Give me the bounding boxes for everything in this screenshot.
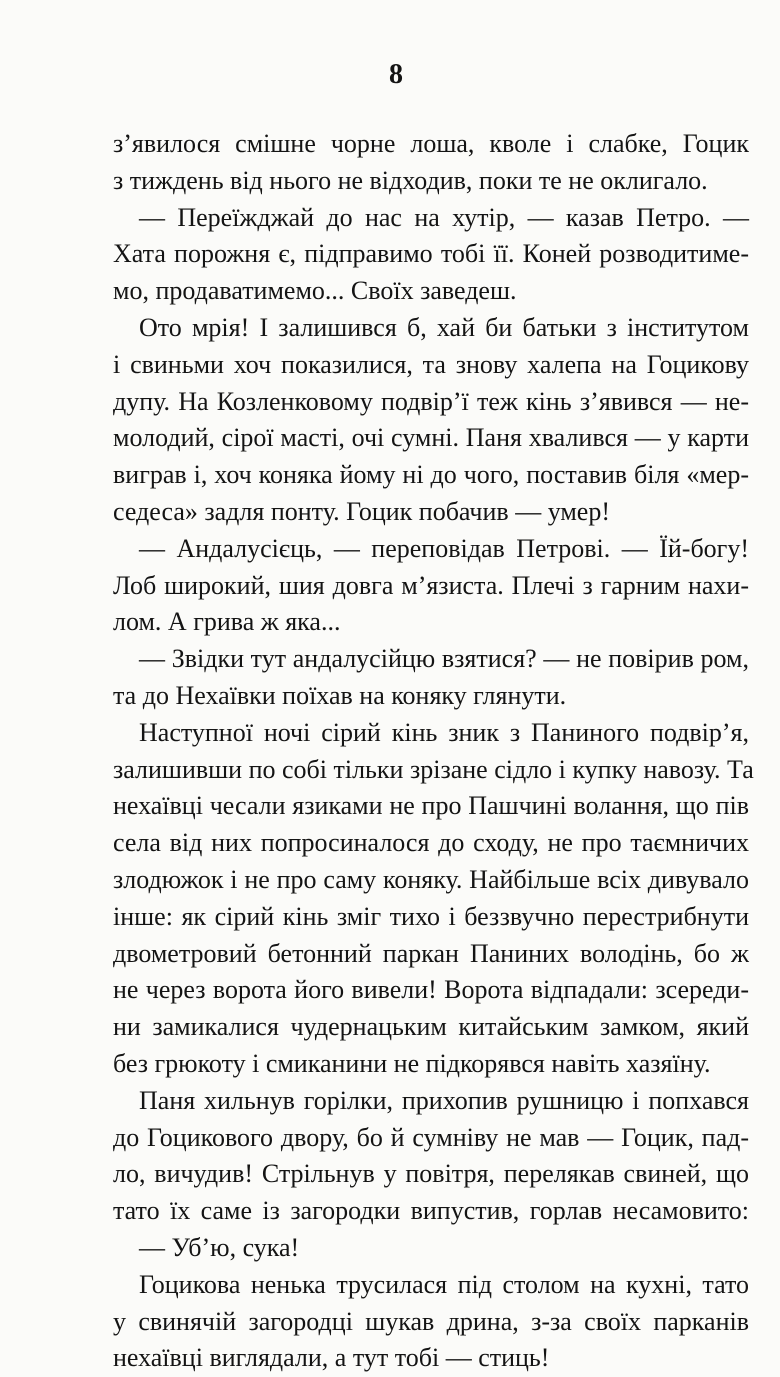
text-line: мо, продаватимемо... Своїх заведеш. bbox=[113, 276, 517, 306]
text-line: у свинячій загородці шукав дрина, з-за своїх парканів bbox=[113, 1306, 749, 1336]
text-line: без грюкоту і смиканини не підкорявся навіть хазяїну. bbox=[113, 1048, 711, 1078]
text-line: злодюжок і не про саму коняку. Найбільше всіх дивувало bbox=[113, 864, 749, 894]
text-line: — Уб’ю, сука! bbox=[139, 1232, 300, 1262]
text-line: виграв і, хоч коняка йому ні до чого, поставив біля «мер- bbox=[113, 460, 749, 490]
text-line: ло, вичудив! Стрільнув у повітря, перелякав свиней, що bbox=[113, 1159, 749, 1189]
text-line: ни замикалися чудернацьким китайським замком, який bbox=[113, 1012, 749, 1042]
text-line: молодий, сірої масті, очі сумні. Паня хвалився — у карти bbox=[113, 423, 749, 453]
text-line: з тиждень від нього не відходив, поки те не оклигало. bbox=[113, 165, 708, 195]
text-line: — Андалусієць, — переповідав Петрові. — Їй-богу! bbox=[139, 533, 749, 563]
text-line: Гоцикова ненька трусилася під столом на кухні, тато bbox=[139, 1269, 749, 1299]
text-line: і свиньми хоч показилися, та знову халепа на Гоцикову bbox=[113, 349, 749, 379]
text-line: інше: як сірий кінь зміг тихо і беззвучно перестрибнути bbox=[113, 901, 749, 931]
text-line: Хата порожня є, підправимо тобі її. Коней розводитиме- bbox=[113, 239, 749, 269]
text-line: нехаївці виглядали, а тут тобі — стиць! bbox=[113, 1343, 550, 1373]
text-line: нехаївці чесали язиками не про Пашчині волання, що пів bbox=[113, 791, 749, 821]
page-number: 8 bbox=[389, 59, 403, 90]
text-line: Наступної ночі сірий кінь зник з Паниного подвір’я, bbox=[139, 717, 749, 747]
text-line: двометровий бетонний паркан Паниних володінь, бо ж bbox=[113, 938, 749, 968]
text-line: не через ворота його вивели! Ворота відпадали: зсереди- bbox=[113, 975, 749, 1005]
text-line: Лоб широкий, шия довга м’язиста. Плечі з гарним нахи- bbox=[113, 570, 749, 600]
text-line: залишивши по собі тільки зрізане сідло і купку навозу. Та bbox=[113, 754, 754, 784]
text-line: Паня хильнув горілки, прихопив рушницю і попхався bbox=[139, 1085, 749, 1115]
text-line: — Переїжджай до нас на хутір, — казав Петро. — bbox=[139, 202, 749, 232]
text-line: Ото мрія! І залишився б, хай би батьки з інститутом bbox=[139, 312, 749, 342]
text-line: лом. А грива ж яка... bbox=[113, 607, 341, 637]
text-line: тато їх саме із загородки випустив, горлав несамовито: bbox=[113, 1196, 749, 1226]
text-line: — Звідки тут андалусійцю взятися? — не повірив ром, bbox=[139, 644, 749, 674]
text-line: до Гоцикового двору, бо й сумніву не мав — Гоцик, пад- bbox=[113, 1122, 749, 1152]
text-line: дупу. На Козленковому подвір’ї теж кінь з’явився — не- bbox=[113, 386, 749, 416]
text-line: седеса» задля понту. Гоцик побачив — умер! bbox=[113, 496, 611, 526]
body-text bbox=[113, 126, 754, 1377]
text-line: з’явилося смішне чорне лоша, кволе і слабке, Гоцик bbox=[113, 129, 749, 158]
text-line: та до Нехаївки поїхав на коняку глянути. bbox=[113, 680, 567, 710]
text-line: села від них попросиналося до сходу, не про таємничих bbox=[113, 828, 749, 858]
